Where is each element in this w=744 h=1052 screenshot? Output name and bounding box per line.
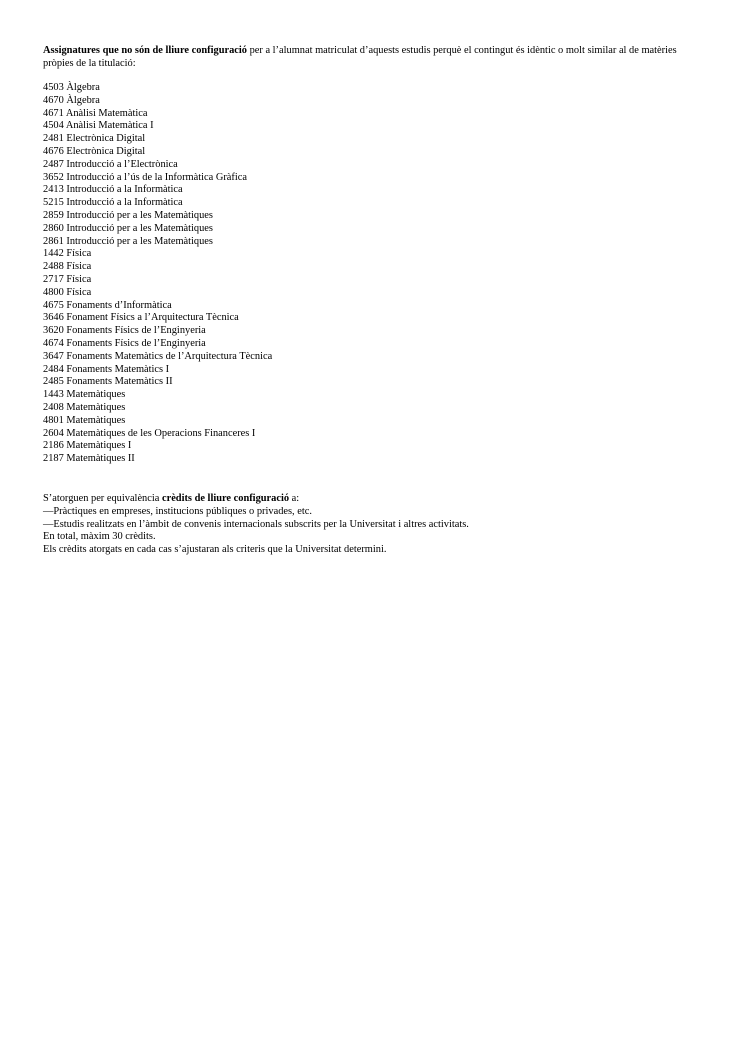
credits-heading <box>43 493 707 506</box>
subject-code: 1443 <box>43 389 64 401</box>
subject-row <box>43 338 707 351</box>
subject-row <box>43 261 707 274</box>
subject-row <box>43 300 707 313</box>
subject-name: Introducció a l’ús de la Informàtica Gràfica <box>66 171 247 183</box>
subject-row <box>43 440 707 453</box>
subject-name: Fonaments d’Informàtica <box>66 299 172 311</box>
credits-tail: a: <box>289 492 300 504</box>
subject-name: Matemàtiques II <box>66 453 135 465</box>
subject-name: Anàlisi Matemàtica <box>65 107 148 119</box>
subject-code: 4800 <box>43 286 64 298</box>
subject-code: 2186 <box>43 440 64 452</box>
subject-code: 3652 <box>43 171 64 183</box>
credits-bold: crèdits de lliure configuració <box>161 492 290 504</box>
subject-row <box>43 376 707 389</box>
subject-row <box>43 172 707 185</box>
subject-name: Fonaments Físics de l’Enginyeria <box>66 325 206 337</box>
subject-name: Fonaments Matemàtics de l’Arquitectura Tècnica <box>66 350 273 362</box>
credits-line-agreements: —Estudis realitzats en l’àmbit de convenis internacionals subscrits per la Universitat i altres activitats. <box>43 518 469 530</box>
subject-code: 4503 <box>43 82 64 93</box>
subject-name: Física <box>66 286 92 298</box>
subject-row <box>43 402 707 415</box>
subject-row <box>43 184 707 197</box>
subject-code: 4670 <box>43 94 64 106</box>
subject-name: Matemàtiques I <box>66 440 132 452</box>
subject-code: 4676 <box>43 145 64 157</box>
subject-name: Física <box>66 273 92 285</box>
credits-line-criteria: Els crèdits atorgats en cada cas s’ajustaran als criteris que la Universitat determini. <box>43 544 387 556</box>
subject-list <box>43 82 707 466</box>
subject-code: 4674 <box>43 337 64 349</box>
document-page <box>43 44 707 557</box>
intro-text: per a l’alumnat matriculat d’aquests estudis perquè el contingut és idèntic o molt similar al de matèries pròpies de la titulació: <box>43 45 677 69</box>
subject-code: 2717 <box>43 273 64 285</box>
subject-row <box>43 108 707 121</box>
subject-name: Matemàtiques de les Operacions Financeres I <box>66 427 256 439</box>
subject-row <box>43 453 707 466</box>
subject-name: Àlgebra <box>66 94 100 106</box>
subject-row <box>43 236 707 249</box>
subject-name: Matemàtiques <box>66 414 126 426</box>
credits-lead: S’atorguen per equivalència <box>43 492 162 504</box>
subject-code: 2604 <box>43 427 64 439</box>
subject-code: 3646 <box>43 312 64 324</box>
subject-code: 2481 <box>43 133 64 145</box>
subject-code: 2860 <box>43 222 64 234</box>
subject-code: 4801 <box>43 414 64 426</box>
credits-line-internships: —Pràctiques en empreses, institucions públiques o privades, etc. <box>43 505 312 517</box>
subject-name: Àlgebra <box>66 82 100 93</box>
subject-row <box>43 351 707 364</box>
subject-code: 4671 <box>43 107 64 119</box>
subject-name: Fonaments Físics de l’Enginyeria <box>66 337 206 349</box>
intro-paragraph <box>43 44 707 70</box>
subject-row <box>43 197 707 210</box>
subject-row <box>43 120 707 133</box>
subject-name: Introducció per a les Matemàtiques <box>66 209 213 221</box>
subject-name: Introducció a la Informàtica <box>66 197 183 209</box>
subject-name: Anàlisi Matemàtica I <box>65 120 154 132</box>
subject-row <box>43 428 707 441</box>
subject-name: Fonament Físics a l’Arquitectura Tècnica <box>66 312 239 324</box>
subject-code: 2859 <box>43 209 64 221</box>
subject-row <box>43 210 707 223</box>
subject-row <box>43 159 707 172</box>
subject-code: 3647 <box>43 350 64 362</box>
subject-row <box>43 133 707 146</box>
subject-name: Fonaments Matemàtics I <box>66 363 170 375</box>
subject-row <box>43 364 707 377</box>
subject-code: 2861 <box>43 235 64 247</box>
subject-code: 1442 <box>43 248 64 260</box>
subject-name: Física <box>66 261 92 273</box>
subject-row <box>43 325 707 338</box>
subject-name: Electrònica Digital <box>66 133 146 145</box>
credits-section <box>43 493 707 557</box>
subject-row <box>43 146 707 159</box>
subject-name: Introducció per a les Matemàtiques <box>66 222 213 234</box>
subject-row <box>43 287 707 300</box>
subject-row <box>43 415 707 428</box>
subject-name: Física <box>66 248 92 260</box>
subject-code: 2485 <box>43 376 64 388</box>
subject-name: Electrònica Digital <box>66 145 146 157</box>
subject-row <box>43 312 707 325</box>
subject-code: 2484 <box>43 363 64 375</box>
subject-name: Matemàtiques <box>66 401 126 413</box>
subject-code: 2487 <box>43 158 64 170</box>
subject-code: 4504 <box>43 120 64 132</box>
subject-row <box>43 82 707 95</box>
subject-code: 3620 <box>43 325 64 337</box>
subject-name: Fonaments Matemàtics II <box>66 376 173 388</box>
subject-row <box>43 223 707 236</box>
subject-row <box>43 389 707 402</box>
subject-name: Matemàtiques <box>66 389 126 401</box>
subject-row <box>43 95 707 108</box>
subject-name: Introducció a l’Electrònica <box>66 158 178 170</box>
subject-name: Introducció per a les Matemàtiques <box>66 235 213 247</box>
subject-code: 5215 <box>43 197 64 209</box>
credits-line-maximum: En total, màxim 30 crèdits. <box>43 531 156 543</box>
subject-row <box>43 248 707 261</box>
subject-code: 2408 <box>43 401 64 413</box>
subject-code: 2187 <box>43 453 64 465</box>
intro-heading: Assignatures que no són de lliure configuració <box>43 45 247 56</box>
subject-row <box>43 274 707 287</box>
subject-name: Introducció a la Informàtica <box>66 184 183 196</box>
subject-code: 2413 <box>43 184 64 196</box>
subject-code: 4675 <box>43 299 64 311</box>
subject-code: 2488 <box>43 261 64 273</box>
